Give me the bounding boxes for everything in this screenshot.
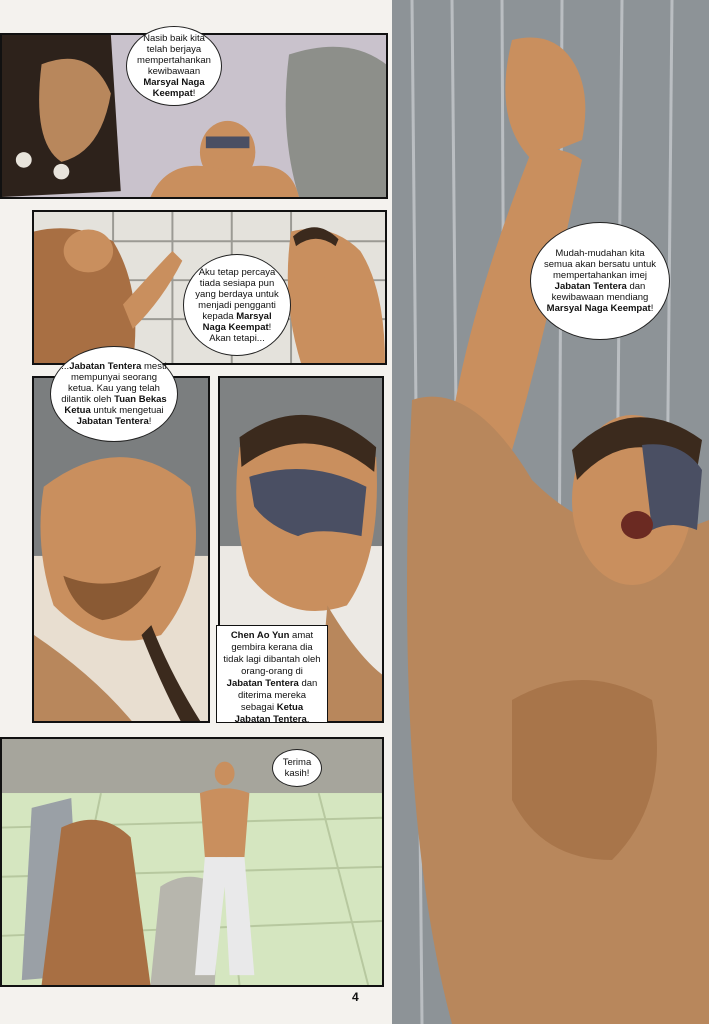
panel-2-speech-bubble: Aku tetap percaya tiada sesiapa pun yang berdaya untuk menjadi pengganti kepada Marsyal Naga Keempat! Akan tetapi... (183, 254, 291, 356)
panel-5-art (2, 739, 382, 985)
panel-3-speech-bubble: ...Jabatan Tentera mesti mempunyai seorang ketua. Kau yang telah dilantik oleh Tuan Bekas Ketua untuk mengetuai Jabatan Tentera! (50, 346, 178, 442)
panel-5 (0, 737, 384, 987)
panel-6 (392, 0, 709, 1024)
panel-5-speech-bubble: Terima kasih! (272, 749, 322, 787)
panel-6-art (392, 0, 709, 1024)
page-number: 4 (352, 990, 359, 1004)
panel-4-caption-box: Chen Ao Yun amat gembira kerana dia tidak lagi dibantah oleh orang-orang di Jabatan Tentera dan diterima mereka sebagai Ketua Jabatan Tentera. (216, 625, 328, 723)
panel-6-speech-bubble: Mudah-mudahan kita semua akan bersatu untuk mempertahankan imej Jabatan Tentera dan kewibawaan mendiang Marsyal Naga Keempat! (530, 222, 670, 340)
panel-1-speech-bubble: Nasib baik kita telah berjaya mempertahankan kewibawaan Marsyal Naga Keempat! (126, 26, 222, 106)
